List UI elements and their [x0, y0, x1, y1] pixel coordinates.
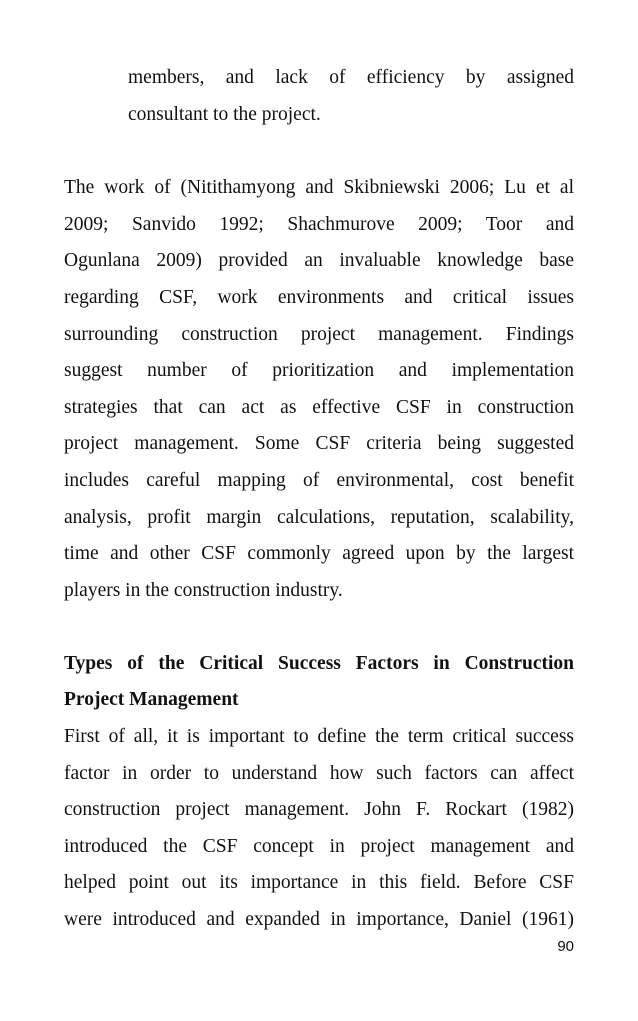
paragraph-line: First of all, it is important to define the term critical success: [64, 726, 574, 747]
paragraph-line: Ogunlana 2009) provided an invaluable knowledge base: [64, 250, 574, 271]
paragraph-line: suggest number of prioritization and implementation: [64, 360, 574, 381]
paragraph-line: includes careful mapping of environmental, cost benefit: [64, 470, 574, 491]
paragraph-line: time and other CSF commonly agreed upon by the largest: [64, 543, 574, 564]
paragraph-line: helped point out its importance in this field. Before CSF: [64, 872, 574, 893]
paragraph-line: The work of (Nitithamyong and Skibniewski 2006; Lu et al: [64, 177, 574, 198]
list-item-line: consultant to the project.: [128, 104, 321, 125]
paragraph-line: regarding CSF, work environments and critical issues: [64, 287, 574, 308]
paragraph-line: were introduced and expanded in importance, Daniel (1961): [64, 909, 574, 930]
paragraph-line: 2009; Sanvido 1992; Shachmurove 2009; Toor and: [64, 214, 574, 235]
paragraph-line: analysis, profit margin calculations, reputation, scalability,: [64, 507, 574, 528]
section-heading-line: Types of the Critical Success Factors in Construction: [64, 653, 574, 674]
paragraph-line: project management. Some CSF criteria being suggested: [64, 433, 574, 454]
paragraph-line: players in the construction industry.: [64, 580, 343, 601]
paragraph-line: factor in order to understand how such factors can affect: [64, 763, 574, 784]
paragraph-line: strategies that can act as effective CSF in construction: [64, 397, 574, 418]
paragraph-line: introduced the CSF concept in project management and: [64, 836, 574, 857]
paragraph-line: surrounding construction project management. Findings: [64, 324, 574, 345]
page-number: 90: [557, 938, 574, 955]
paragraph-line: construction project management. John F. Rockart (1982): [64, 799, 574, 820]
section-heading-line: Project Management: [64, 689, 239, 710]
list-item-line: members, and lack of efficiency by assigned: [128, 67, 574, 88]
